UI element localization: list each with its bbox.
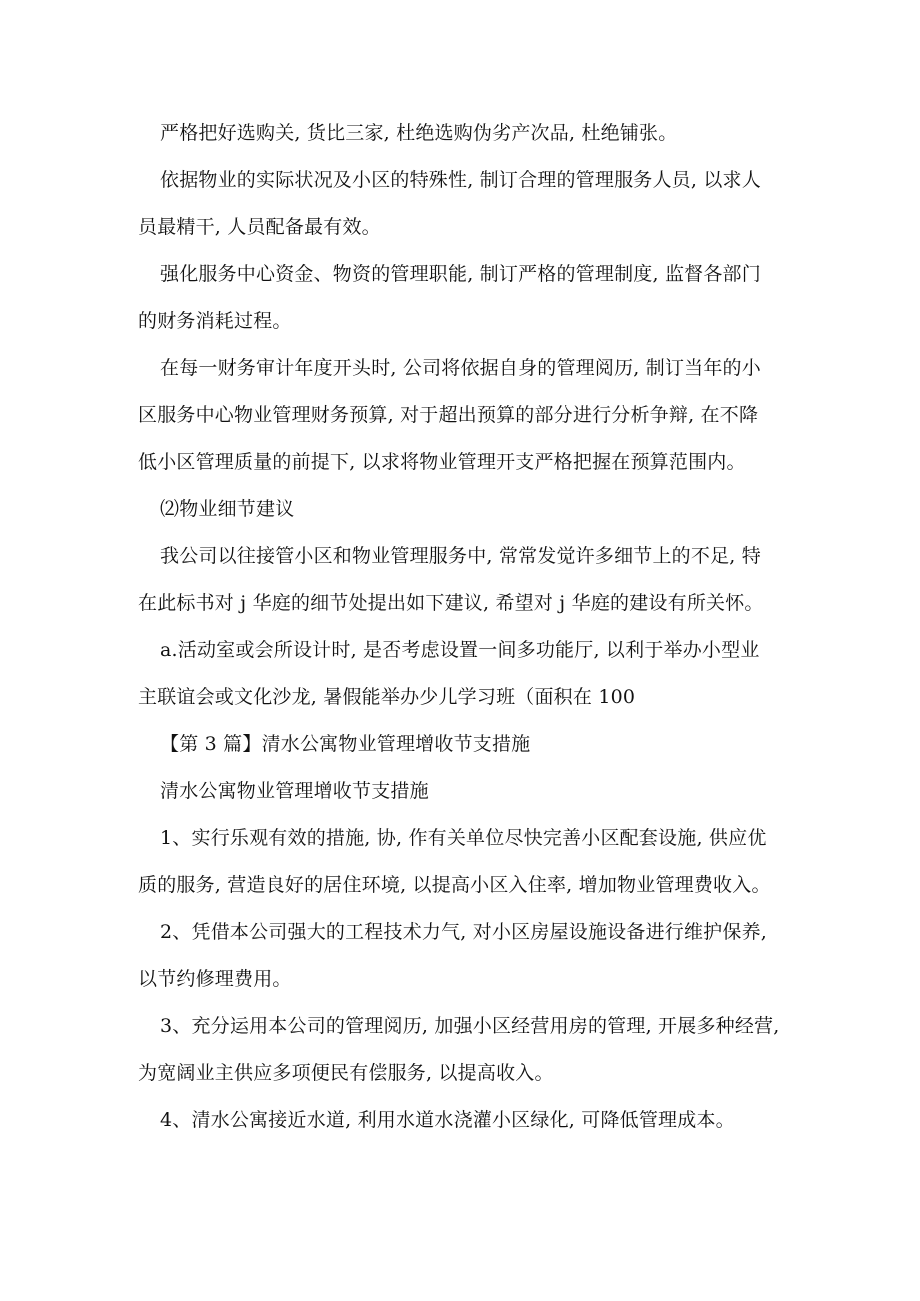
section-heading-detail-suggestions — [0, 486, 920, 533]
paragraph-staffing — [0, 157, 920, 251]
list-item-3 — [0, 1003, 920, 1097]
text-line: 主联谊会或文化沙龙, 暑假能举办少儿学习班（面积在 100 — [138, 686, 636, 708]
list-item-2 — [0, 909, 920, 1003]
paragraph-activity-room — [0, 627, 920, 721]
text-line: 清水公寓物业管理增收节支措施 — [160, 780, 429, 802]
paragraph-detail-intro — [0, 533, 920, 627]
text-line: 依据物业的实际状况及小区的特殊性, 制订合理的管理服务人员, 以求人 — [160, 169, 761, 191]
section-title — [0, 768, 920, 815]
text-line: 严格把好选购关, 货比三家, 杜绝选购伪劣产次品, 杜绝铺张。 — [160, 122, 678, 144]
text-line: 低小区管理质量的前提下, 以求将物业管理开支严格把握在预算范围内。 — [138, 451, 746, 473]
text-line: 在每一财务审计年度开头时, 公司将依据自身的管理阅历, 制订当年的小 — [160, 357, 761, 379]
text-line: 【第 3 篇】清水公寓物业管理增收节支措施 — [160, 733, 531, 755]
text-line: 4、清水公寓接近水道, 利用水道水浇灌小区绿化, 可降低管理成本。 — [160, 1109, 735, 1131]
paragraph-purchasing — [0, 110, 920, 157]
text-line: 区服务中心物业管理财务预算, 对于超出预算的部分进行分析争辩, 在不降 — [138, 404, 759, 426]
text-line: 以节约修理费用。 — [138, 968, 292, 990]
document-body — [0, 110, 920, 1144]
text-line: 员最精干, 人员配备最有效。 — [138, 216, 381, 238]
text-line: 为宽阔业主供应多项便民有偿服务, 以提高收入。 — [138, 1062, 554, 1084]
text-line: 质的服务, 营造良好的居住环境, 以提高小区入住率, 增加物业管理费收入。 — [138, 874, 771, 896]
text-line: 3、充分运用本公司的管理阅历, 加强小区经营用房的管理, 开展多种经营, — [160, 1015, 780, 1037]
list-item-1 — [0, 815, 920, 909]
text-line: 2、凭借本公司强大的工程技术力气, 对小区房屋设施设备进行维护保养, — [160, 921, 768, 943]
text-line: 强化服务中心资金、物资的管理职能, 制订严格的管理制度, 监督各部门 — [160, 263, 761, 285]
text-line: 1、实行乐观有效的措施, 协, 作有关单位尽快完善小区配套设施, 供应优 — [160, 827, 767, 849]
paragraph-finance-control — [0, 251, 920, 345]
text-line: ⑵物业细节建议 — [160, 498, 295, 520]
text-line: a.活动室或会所设计时, 是否考虑设置一间多功能厅, 以利于举办小型业 — [160, 639, 760, 661]
text-line: 我公司以往接管小区和物业管理服务中, 常常发觉许多细节上的不足, 特 — [160, 545, 761, 567]
text-line: 的财务消耗过程。 — [138, 310, 292, 332]
paragraph-budget — [0, 345, 920, 486]
list-item-4 — [0, 1097, 920, 1144]
chapter-heading — [0, 721, 920, 768]
text-line: 在此标书对 j 华庭的细节处提出如下建议, 希望对 j 华庭的建设有所关怀。 — [138, 592, 764, 614]
